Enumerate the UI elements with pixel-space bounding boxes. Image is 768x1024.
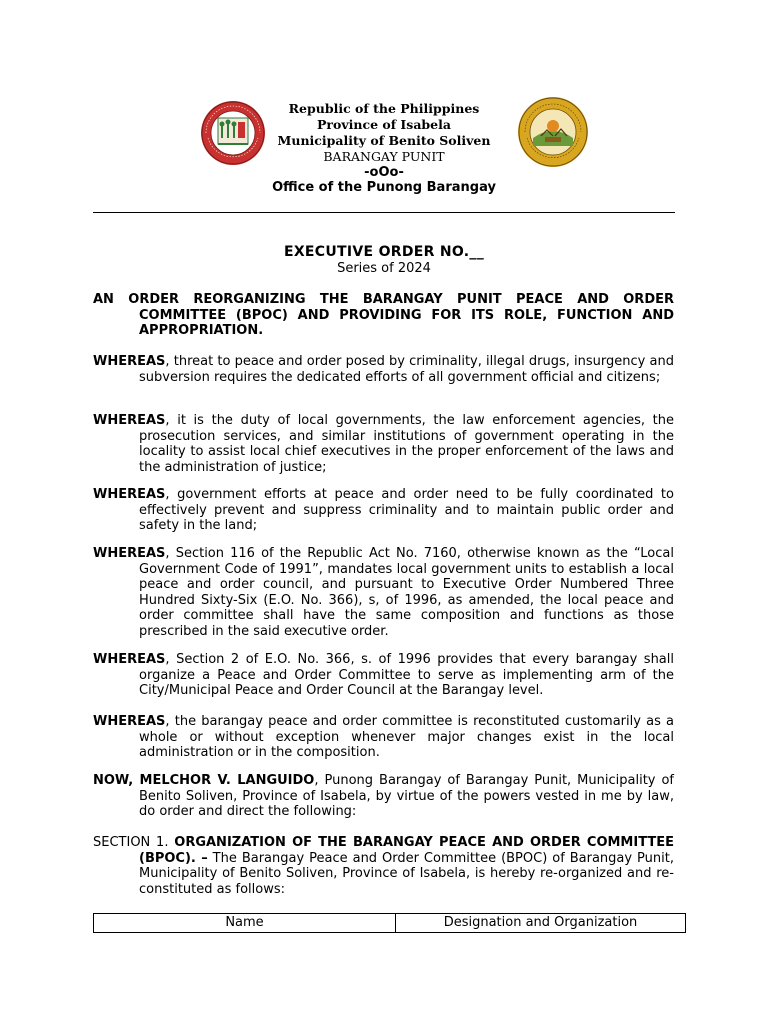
whereas-label: WHEREAS [93,652,166,667]
barangay-line: BARANGAY PUNIT [323,149,445,164]
whereas-clause [93,413,674,475]
section-text: The Barangay Peace and Order Committee (BPOC) of Barangay Punit, Municipality of Benito Soliven, Province of Isabela, is hereby re-organized and re-constituted as follows: [139,850,674,897]
whereas-text: , government efforts at peace and order need to be fully coordinated to effectively prevent and suppress criminality and to maintain public order and safety in the land; [139,487,674,534]
committee-table [93,913,686,933]
whereas-clause [93,354,674,385]
now-label: NOW, MELCHOR V. LANGUIDO [93,773,315,788]
whereas-text: , the barangay peace and order committee is reconstituted customarily as a whole or without exception whenever major changes exist in the local administration or in the composition. [139,714,674,761]
barangay-seal-icon [517,96,589,168]
whereas-text: , Section 116 of the Republic Act No. 7160, otherwise known as the “Local Government Code of 1991”, mandates local government units to establish a local peace and order council, and pursuant to Executive Order Numbered Three Hundred Sixty-Six (E.O. No. 366), s, of 1996, as amended, the local peace and order committee shall have the same composition and functions as those prescribed in the said executive order. [139,546,674,639]
order-subject [93,292,674,339]
whereas-clause [93,652,674,699]
whereas-clause [93,714,674,761]
series-line: Series of 2024 [337,261,431,276]
header-divider [93,212,675,213]
whereas-label: WHEREAS [93,354,166,369]
section-heading: ORGANIZATION OF THE BARANGAY PEACE AND ORDER COMMITTEE (BPOC). – [139,835,674,866]
section-1 [93,835,674,897]
whereas-label: WHEREAS [93,487,166,502]
municipality-line: Municipality of Benito Soliven [277,133,491,148]
whereas-text: , threat to peace and order posed by criminality, illegal drugs, insurgency and subversion requires the dedicated efforts of all government official and citizens; [139,354,674,385]
letterhead-text [240,101,528,195]
executive-order-title: EXECUTIVE ORDER NO.__ [283,244,485,260]
province-line: Province of Isabela [317,117,451,132]
whereas-text: , Section 2 of E.O. No. 366, s. of 1996 provides that every barangay shall organize a Peace and Order Committee to serve as implementing arm of the City/Municipal Peace and Order Council at the Barangay level. [139,652,674,699]
whereas-label: WHEREAS [93,714,166,729]
title-block [0,243,768,277]
office-line: Office of the Punong Barangay [272,180,496,195]
whereas-clause [93,546,674,640]
whereas-clause [93,487,674,534]
country-line: Republic of the Philippines [288,101,480,116]
table-header-name: Name [94,914,396,932]
separator-line: -oOo- [364,165,404,180]
now-clause [93,773,674,820]
now-text: , Punong Barangay of Barangay Punit, Municipality of Benito Soliven, Province of Isabela, by virtue of the powers vested in me by law, do order and direct the following: [139,773,675,820]
section-prefix: SECTION 1. [93,835,175,850]
table-header-designation: Designation and Organization [443,915,638,930]
whereas-text: , it is the duty of local governments, the law enforcement agencies, the prosecution services, and similar institutions of government operating in the locality to assist local chief executives in the proper enforcement of the laws and the administration of justice; [139,413,674,475]
whereas-label: WHEREAS [93,546,166,561]
subject-text: AN ORDER REORGANIZING THE BARANGAY PUNIT PEACE AND ORDER COMMITTEE (BPOC) AND PROVIDING FOR ITS ROLE, FUNCTION AND APPROPRIATION. [93,292,674,339]
whereas-label: WHEREAS [93,413,166,428]
